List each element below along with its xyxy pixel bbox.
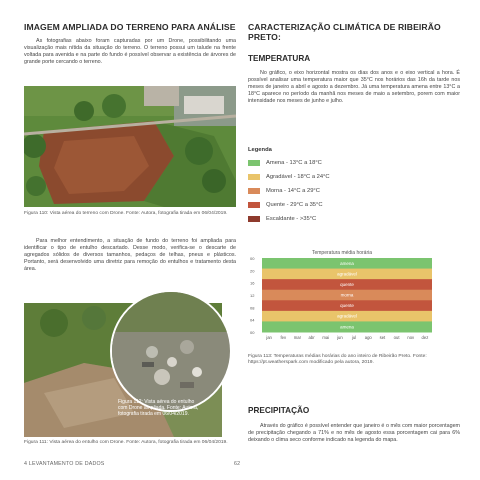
chart-title: Temperatura média horária bbox=[311, 250, 373, 256]
y-tick-label: 16 bbox=[250, 280, 255, 286]
legend bbox=[248, 159, 448, 225]
x-tick-label: nov bbox=[407, 335, 415, 340]
left-title: IMAGEM AMPLIADA DO TERRENO PARA ANÁLISE bbox=[24, 22, 236, 32]
legend-title: Legenda bbox=[248, 147, 272, 153]
heatmap-band-label: amena bbox=[340, 260, 354, 266]
fig113-caption: Figura 113: Temperaturas médias horárias do ano inteiro de Ribeirão Preto. Fonte: https://pt.weatherspark.com modificado pela autora, 2019. bbox=[248, 354, 427, 366]
precipitation-paragraph bbox=[248, 423, 460, 444]
page-number: 62 bbox=[234, 461, 241, 467]
legend-item bbox=[248, 187, 320, 195]
legend-item bbox=[248, 201, 323, 209]
y-tick-label: 00 bbox=[250, 256, 255, 261]
precipitation-heading: PRECIPITAÇÃO bbox=[248, 406, 310, 415]
y-tick-label: 00 bbox=[250, 330, 255, 335]
temperature-heatmap bbox=[248, 246, 436, 348]
legend-swatch bbox=[248, 160, 260, 166]
debris-zoom-inset bbox=[110, 290, 232, 412]
x-tick-label: mai bbox=[322, 335, 330, 340]
legend-label: Morna - 14°C a 29°C bbox=[266, 188, 320, 194]
y-tick-label: 08 bbox=[250, 305, 255, 311]
legend-label: Escaldante - >35°C bbox=[266, 216, 317, 222]
x-tick-label: dez bbox=[421, 335, 429, 340]
temperature-text: No gráfico, o eixo horizontal mostra os dias dos anos e o eixo vertical a hora. É possível analisar uma temperatura maior que 35°C nos horários das 16h da tarde nos meses de janeiro a abril e agosto a dezembro. Já uma temperatura amena entre 13°C a 18°C aparece no período da manhã nos meses de maio a setembro, porem com maior intensidade nos meses de junho e julho. bbox=[248, 70, 460, 104]
fig111-caption: Figura 111: Vista aérea do entulho com Drone. Fonte: Autora, fotografia tirada em 06/04/2019. bbox=[24, 440, 228, 445]
legend-swatch bbox=[248, 216, 260, 222]
legend-swatch bbox=[248, 174, 260, 180]
aerial-terrain-image bbox=[24, 86, 236, 207]
heatmap-band-label: agradável bbox=[337, 271, 357, 277]
y-tick-label: 12 bbox=[250, 293, 255, 298]
intro-paragraph bbox=[24, 38, 236, 66]
x-tick-label: jan bbox=[266, 335, 272, 340]
body2-paragraph bbox=[24, 238, 236, 273]
body2-text: Para melhor entendimento, a situação de fundo do terreno foi ampliada para identificar o tipo de entulho descartado. Desse modo, verifica-se o descarte de agregados sólidos de diversos tamanhos, pedaços de telhas, pneus e plásticos. Portanto, será desenvolvido uma diretriz para remoção do entulhos e tratamento desta área. bbox=[24, 238, 236, 272]
debris-zoom-image bbox=[112, 292, 230, 410]
x-tick-label: set bbox=[379, 335, 386, 340]
y-tick-label: 20 bbox=[250, 268, 255, 274]
intro-text: As fotografias abaixo foram capturadas por um Drone, possibilitando uma visualização mais nítida da situação do terreno. O terreno possui um talude na frente voltada para avenida e na parte do fundo é possível observar a existência de árvores de grande porte cercando o terreno. bbox=[24, 38, 236, 65]
heatmap-band-label: amena bbox=[340, 324, 354, 330]
precipitation-text: Através do gráfico é possível entender que janeiro é o mês com maior porcentagem de precipitação chegando a 71% e no mês de agosto essa porcentagem cai para 6% deixando o clima seco conforme indicado na legenda do mapa. bbox=[248, 423, 460, 443]
legend-swatch bbox=[248, 202, 260, 208]
x-tick-label: abr bbox=[308, 335, 315, 340]
heatmap-band-label: quente bbox=[340, 303, 354, 309]
x-tick-label: ago bbox=[364, 335, 372, 340]
fig112-caption: Figura 112: Vista aérea do entulho com Drone ampliada. Fonte: Autora, fotografia tirada em 06/04/2019. bbox=[118, 399, 199, 417]
legend-item bbox=[248, 215, 316, 223]
temperature-paragraph bbox=[248, 70, 460, 105]
temperature-heading: TEMPERATURA bbox=[248, 54, 311, 63]
aerial-terrain-photo bbox=[24, 86, 236, 207]
x-tick-label: jul bbox=[351, 335, 357, 340]
x-tick-label: jun bbox=[337, 335, 343, 340]
x-tick-label: out bbox=[393, 335, 400, 340]
legend-swatch bbox=[248, 188, 260, 194]
fig110-caption: Figura 110: Vista aérea do terreno com Drone. Fonte: Autora, fotografia tirada em 06/04/2019. bbox=[24, 211, 228, 216]
legend-item bbox=[248, 173, 330, 181]
legend-label: Amena - 13°C a 18°C bbox=[266, 160, 322, 166]
heatmap-svg bbox=[248, 246, 436, 348]
x-tick-label: mar bbox=[293, 335, 302, 340]
heatmap-band-label: agradável bbox=[337, 313, 357, 319]
legend-label: Agradável - 18°C a 24°C bbox=[266, 174, 330, 180]
legend-item bbox=[248, 159, 322, 167]
heatmap-band-label: morna bbox=[340, 292, 354, 298]
right-title: CARACTERIZAÇÃO CLIMÁTICA DE RIBEIRÃO PRETO: bbox=[248, 22, 441, 42]
footer-section: 4 LEVANTAMENTO DE DADOS bbox=[24, 461, 105, 467]
y-tick-label: 04 bbox=[250, 317, 255, 323]
x-tick-label: fev bbox=[280, 335, 287, 340]
legend-label: Quente - 29°C a 35°C bbox=[266, 202, 323, 208]
heatmap-band-label: quente bbox=[340, 282, 354, 288]
